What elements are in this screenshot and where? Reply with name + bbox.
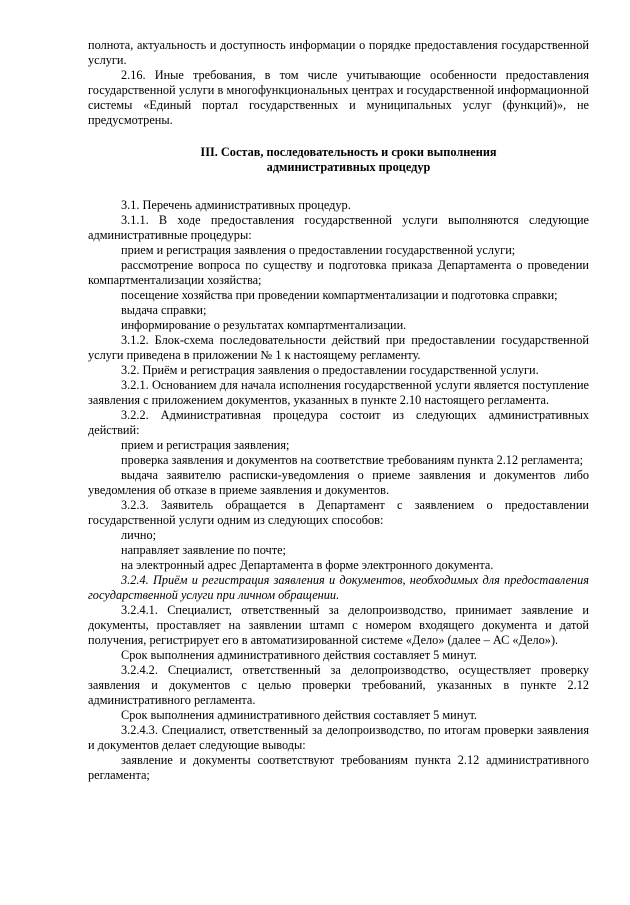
paragraph: на электронный адрес Департамента в форме электронного документа. [121, 558, 494, 572]
paragraph: Срок выполнения административного действия составляет 5 минут. [121, 648, 477, 662]
paragraph: заявление и документы соответствуют требованиям пункта 2.12 административного регламента; [88, 753, 589, 782]
paragraph: рассмотрение вопроса по существу и подготовка приказа Департамента о проведении компартментализации хозяйства; [88, 258, 589, 287]
paragraph: 3.2.4.3. Специалист, ответственный за делопроизводство, по итогам проверки заявления и документов делает следующие выводы: [88, 723, 589, 752]
italic-subsection-title: 3.2.4. Приём и регистрация заявления и документов, необходимых для предоставления государственной услуги при личном обращении. [88, 573, 589, 602]
paragraph: выдача заявителю расписки-уведомления о приеме заявления и документов либо уведомления об отказе в приеме заявления и документов. [88, 468, 589, 497]
paragraph: прием и регистрация заявления о предоставлении государственной услуги; [121, 243, 516, 257]
paragraph: 3.1. Перечень административных процедур. [121, 198, 351, 212]
paragraph: информирование о результатах компартментализации. [121, 318, 407, 332]
paragraph: прием и регистрация заявления; [121, 438, 290, 452]
section-heading-line: административных процедур [266, 160, 431, 174]
section-heading-line: III. Состав, последовательность и сроки выполнения [200, 145, 497, 159]
paragraph: лично; [121, 528, 157, 542]
paragraph: 3.2.2. Административная процедура состоит из следующих административных действий: [88, 408, 589, 437]
paragraph: 3.1.1. В ходе предоставления государственной услуги выполняются следующие административные процедуры: [88, 213, 589, 242]
paragraph: 3.2.4.1. Специалист, ответственный за делопроизводство, принимает заявление и документы, проставляет на заявлении штамп с номером входящего документа и датой получения, регистрирует его в автоматизированной системе «Дело» (далее – АС «Дело»). [88, 603, 589, 647]
paragraph: 3.1.2. Блок-схема последовательности действий при предоставлении государственной услуги приведена в приложении № 1 к настоящему регламенту. [88, 333, 589, 362]
paragraph: проверка заявления и документов на соответствие требованиям пункта 2.12 регламента; [121, 453, 584, 467]
paragraph: 3.2.3. Заявитель обращается в Департамент с заявлением о предоставлении государственной услуги одним из следующих способов: [88, 498, 589, 527]
paragraph: посещение хозяйства при проведении компартментализации и подготовка справки; [121, 288, 558, 302]
paragraph: полнота, актуальность и доступность информации о порядке предоставления государственной услуги. [88, 38, 589, 67]
paragraph: 3.2.4.2. Специалист, ответственный за делопроизводство, осуществляет проверку заявления и документов с целью проверки требований, указанных в пункте 2.12 административного регламента. [88, 663, 589, 707]
paragraph: 3.2.1. Основанием для начала исполнения государственной услуги является поступление заявления с приложением документов, указанных в пункте 2.10 настоящего регламента. [88, 378, 589, 407]
paragraph: Срок выполнения административного действия составляет 5 минут. [121, 708, 477, 722]
paragraph: 3.2. Приём и регистрация заявления о предоставлении государственной услуги. [121, 363, 539, 377]
paragraph: выдача справки; [121, 303, 207, 317]
document-body [88, 38, 589, 783]
paragraph: направляет заявление по почте; [121, 543, 286, 557]
paragraph: 2.16. Иные требования, в том числе учитывающие особенности предоставления государственной услуги в многофункциональных центрах и государственной информационной системы «Единый портал государственных и муниципальных услуг (функций)», не предусмотрены. [88, 68, 589, 127]
section-heading [88, 145, 589, 175]
